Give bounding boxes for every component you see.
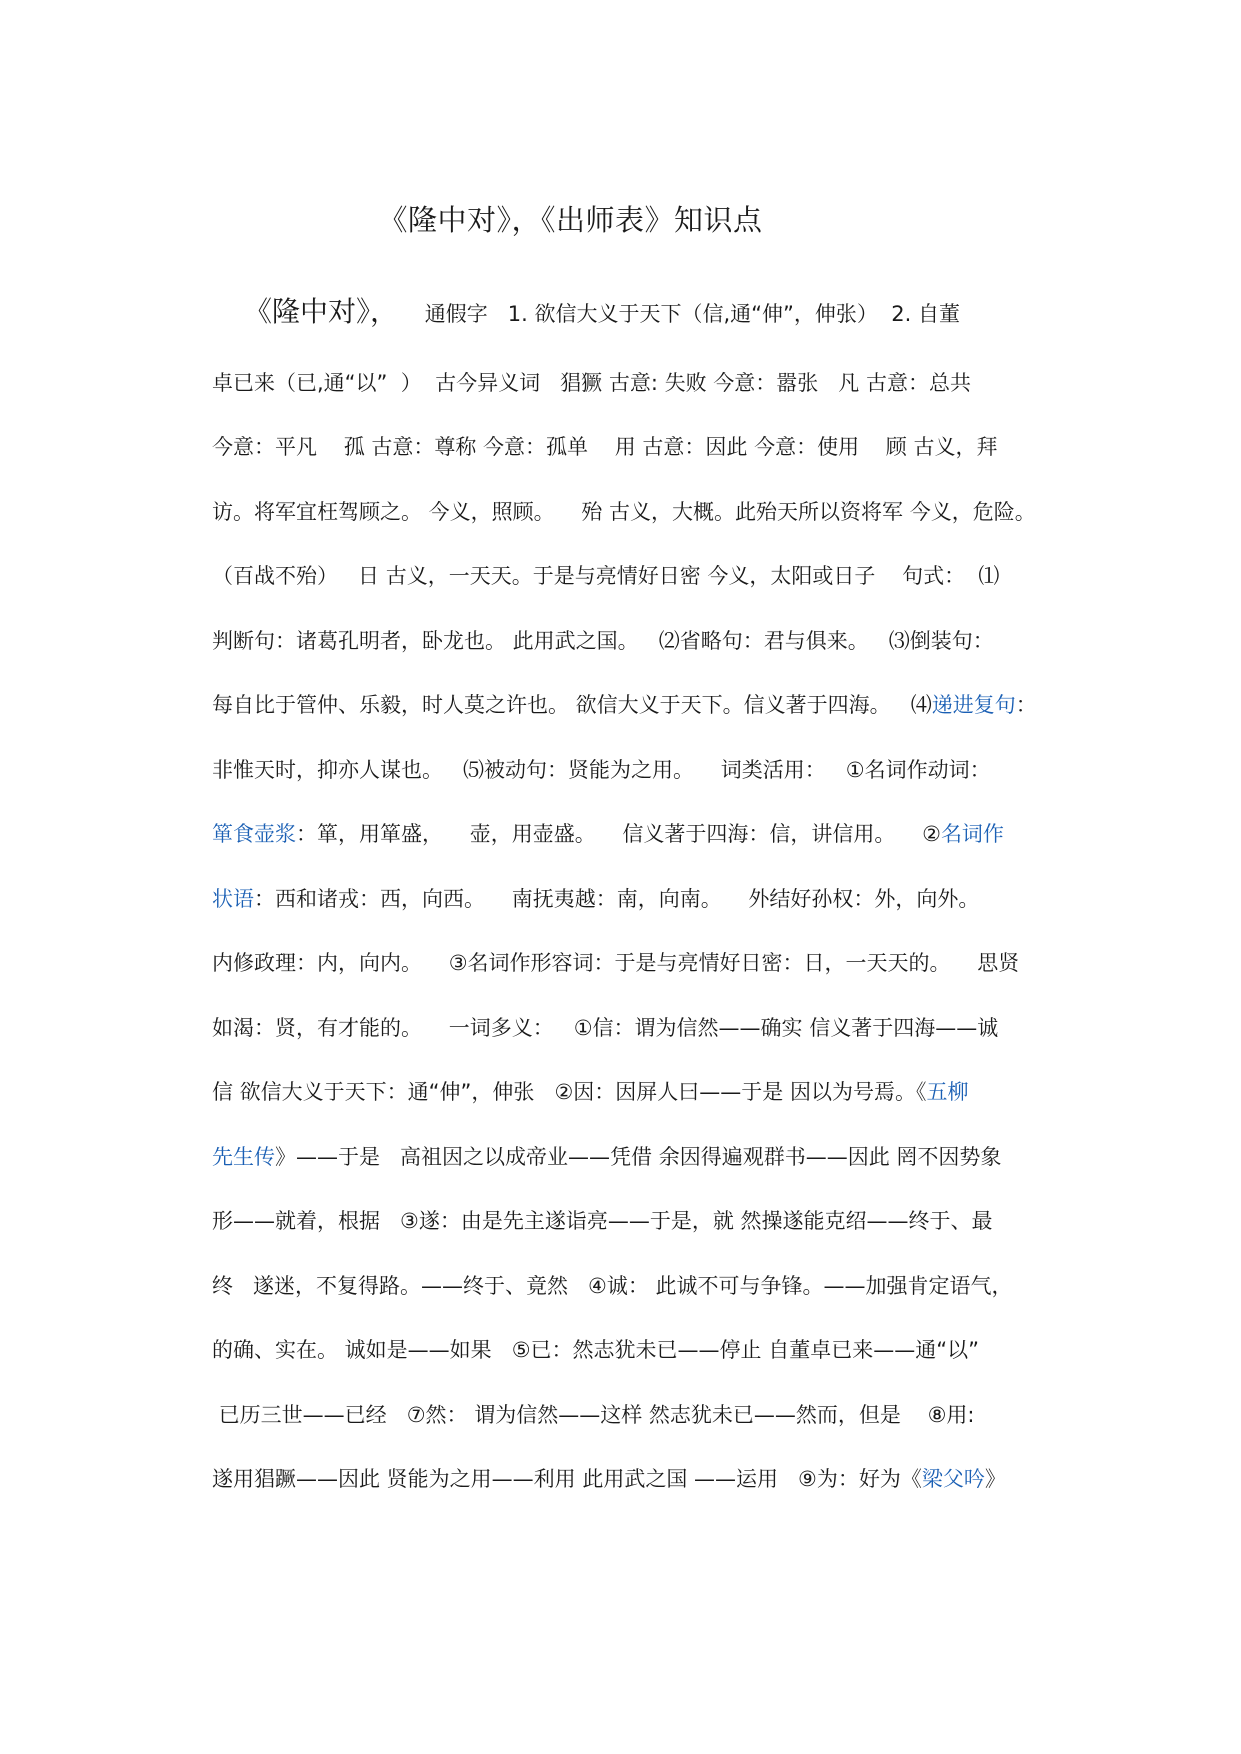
hyperlink-term[interactable]: 五柳 [926,1080,969,1104]
hyperlink-term[interactable]: 状语 [212,886,254,911]
paragraph-line [212,1271,1082,1301]
body-text: 形——就着，根据 ③遂：由是先主遂诣亮——于是，就 然操遂能克绍——终于、最 [212,1209,993,1233]
paragraph-line [212,497,1082,527]
body-text: 每自比于管仲、乐毅，时人莫之许也。 欲信大义于天下。信义著于四海。 ⑷ [212,693,932,717]
body-text: 今意：平凡 孤 古意：尊称 今意：孤单 用 古意：因此 今意：使用 顾 古义，拜 [212,435,998,459]
body-text: 的确、实在。 诚如是——如果 ⑤已：然志犹未已——停止 自董卓已来——通“以” [212,1338,979,1362]
paragraph-line [212,690,1082,720]
body-text: 遂用猖蹶——因此 贤能为之用——利用 此用武之国 ——运用 ⑨为：好为《 [212,1467,922,1491]
hyperlink-term[interactable]: 递进复句 [931,693,1016,717]
paragraph-line [244,297,1114,329]
paragraph-line [212,1013,1082,1043]
body-text: 内修政理：内，向内。 ③名词作形容词：于是与亮情好日密：日，一天天的。 思贤 [212,951,1020,975]
hyperlink-term[interactable]: 先生传 [212,1144,275,1169]
paragraph-line [212,432,1082,462]
hyperlink-term[interactable]: 梁父吟 [921,1467,985,1491]
body-text: 通假字 1. 欲信大义于天下（信,通“伸”，伸张） 2. 自董 [398,302,960,326]
body-text: 访。将军宜枉驾顾之。 今义，照顾。 殆 古义，大概。此殆天所以资将军 今义，危险。 [212,499,1036,524]
paragraph-line [212,561,1082,591]
paragraph-line [212,626,1082,656]
paragraph-line [212,368,1082,398]
body-text: 》 [984,1467,1006,1491]
paragraph-line [212,755,1082,785]
paragraph-line [212,1400,1082,1430]
paragraph-line [212,1206,1082,1236]
body-text: 非惟天时，抑亦人谋也。 ⑸被动句：贤能为之用。 词类活用： ①名词作动词： [212,757,991,782]
body-text: 信 欲信大义于天下：通“伸”，伸张 ②因：因屏人曰——于是 因以为号焉。《 [212,1080,927,1104]
body-text: 已历三世——已经 ⑦然： 谓为信然——这样 然志犹未已——然而，但是 ⑧用: [212,1402,975,1427]
page-title: 《隆中对》，《出师表》知识点 [378,203,763,237]
body-text: ： [1015,693,1037,717]
body-text: 判断句：诸葛孔明者，卧龙也。 此用武之国。 ⑵省略句：君与俱来。 ⑶倒装句： [212,628,994,653]
hyperlink-term[interactable]: 名词作 [940,822,1004,846]
paragraph-line [212,1335,1082,1365]
paragraph-line [212,1464,1082,1494]
paragraph-line [212,884,1082,914]
body-text: ：箪，用箪盛， 壶，用壶盛。 信义著于四海：信，讲信用。 ② [296,822,941,846]
body-text: 卓已来（已,通“以” ） 古今异义词 猖獗 古意: 失败 今意：嚣张 凡 古意：总共 [212,370,971,395]
section-heading: 《隆中对》， [244,295,399,328]
paragraph-line [212,1142,1082,1172]
body-text: ：西和诸戎：西，向西。 南抚夷越：南，向南。 外结好孙权：外，向外。 [254,886,980,911]
body-text: （百战不殆） 日 古义，一天天。于是与亮情好日密 今义，太阳或日子 句式： ⑴ [212,564,1000,588]
body-text: 如渴：贤，有才能的。 一词多义： ①信：谓为信然——确实 信义著于四海——诚 [212,1015,999,1040]
body-text: 终 遂迷，不复得路。——终于、竟然 ④诚： 此诚不可与争锋。——加强肯定语气， [212,1273,1013,1298]
paragraph-line [212,819,1082,849]
body-text: 》——于是 高祖因之以成帝业——凭借 余因得遍观群书——因此 罔不因势象 [275,1144,1002,1169]
paragraph-line [212,948,1082,978]
paragraph-line [212,1077,1082,1107]
hyperlink-term[interactable]: 箪食壶浆 [212,822,296,846]
